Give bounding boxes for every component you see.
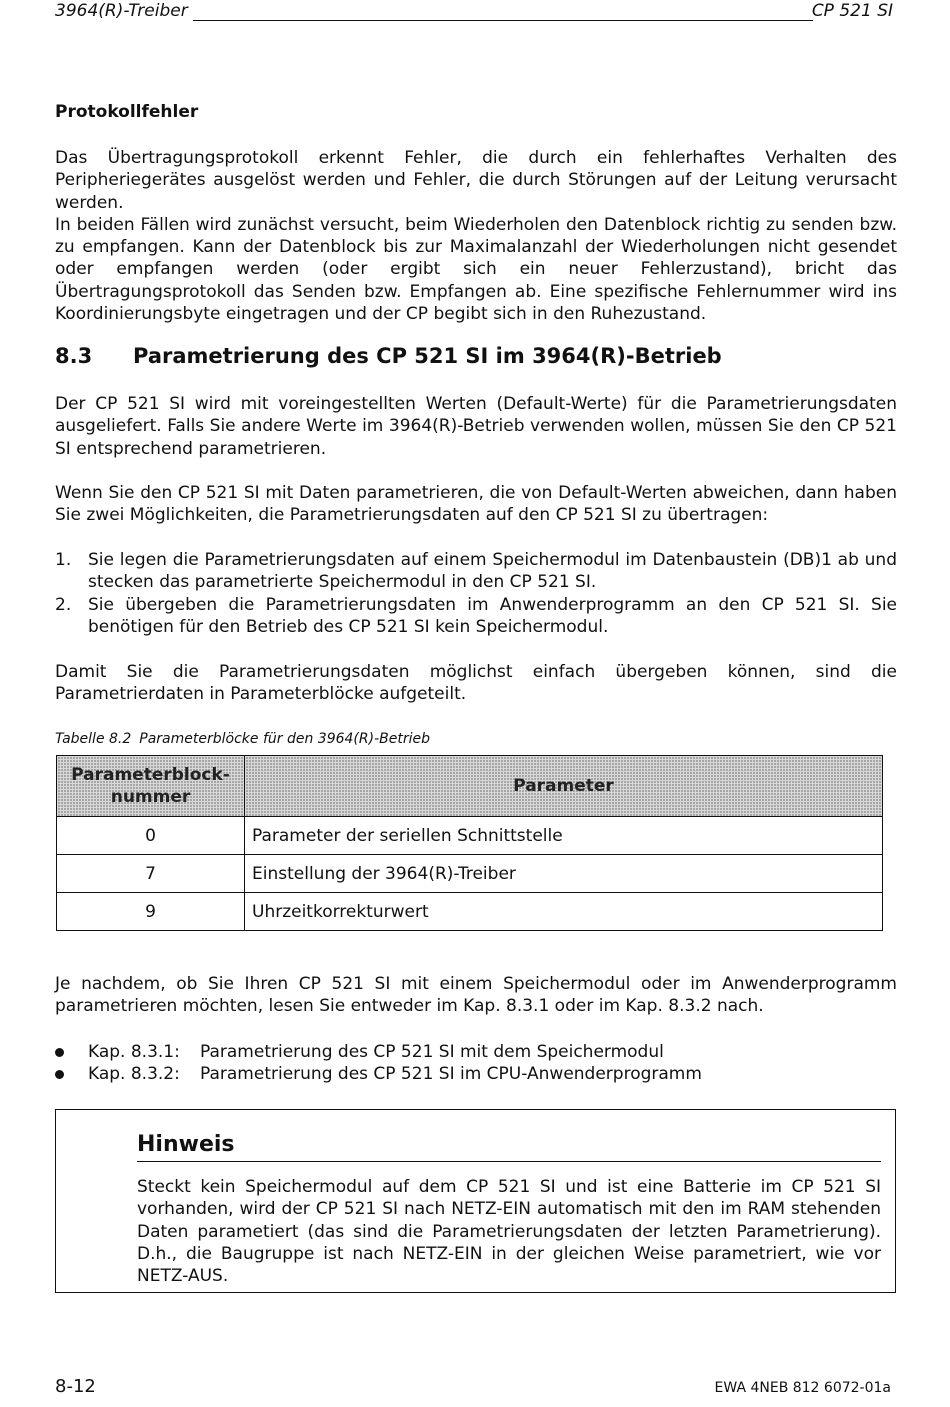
document-id: EWA 4NEB 812 6072-01a <box>714 1380 891 1396</box>
table-row <box>57 893 883 931</box>
note-title: Hinweis <box>137 1132 235 1157</box>
table-cell-parameter: Parameter der seriellen Schnittstelle <box>245 817 883 855</box>
table-cell-parameter: Uhrzeitkorrekturwert <box>245 893 883 931</box>
list-number: 1. <box>55 550 72 570</box>
list-number: 2. <box>55 595 72 615</box>
subsection-heading: Protokollfehler <box>55 102 199 122</box>
note-box <box>55 1109 896 1293</box>
parameter-block-table <box>56 755 883 931</box>
section-paragraph-3: Damit Sie die Parametrierungsdaten möglichst einfach übergeben können, sind die Parametrierdaten in Parameterblöcke aufgeteilt. <box>55 662 897 705</box>
table-cell-number: 7 <box>57 855 245 893</box>
list-text: Sie übergeben die Parametrierungsdaten im Anwenderprogramm an den CP 521 SI. Sie benötigen für den Betrieb des CP 521 SI kein Speichermodul. <box>88 595 897 638</box>
after-table-paragraph: Je nachdem, ob Sie Ihren CP 521 SI mit einem Speichermodul oder im Anwenderprogramm parametrieren möchten, lesen Sie entweder im Kap. 8.3.1 oder im Kap. 8.3.2 nach. <box>55 974 897 1017</box>
table-caption-label: Tabelle 8.2 <box>55 731 132 747</box>
page-number: 8-12 <box>55 1376 96 1397</box>
note-title-rule <box>137 1161 881 1162</box>
chapter-reference: Kap. 8.3.2: <box>88 1064 180 1084</box>
table-caption-text: Parameterblöcke für den 3964(R)-Betrieb <box>139 731 430 747</box>
table-cell-number: 0 <box>57 817 245 855</box>
header-rule <box>193 20 813 21</box>
table-header-row <box>57 756 883 817</box>
table-row <box>57 817 883 855</box>
section-paragraph-1: Der CP 521 SI wird mit voreingestellten Werten (Default-Werte) für die Parametrierungsdaten ausgeliefert. Falls Sie andere Werte im 3964(R)-Betrieb verwenden wollen, müssen Sie den CP 521 SI entsprechend parametrieren. <box>55 394 897 459</box>
chapter-description: Parametrierung des CP 521 SI im CPU-Anwenderprogramm <box>200 1064 702 1084</box>
section-paragraph-2: Wenn Sie den CP 521 SI mit Daten parametrieren, die von Default-Werten abweichen, dann haben Sie zwei Möglichkeiten, die Parametrierungsdaten auf den CP 521 SI zu übertragen: <box>55 483 897 526</box>
note-text: Steckt kein Speichermodul auf dem CP 521 SI und ist eine Batterie im CP 521 SI vorhanden, wird der CP 521 SI nach NETZ-EIN automatisch mit den im RAM stehenden Daten parametiert (das sind die Parametrierungsdaten der letzten Parametrierung). D.h., die Baugruppe ist nach NETZ-EIN in der gleichen Weise parametriert, wie vor NETZ-AUS. <box>137 1177 881 1287</box>
table-header-parameter: Parameter <box>245 756 883 817</box>
table-cell-parameter: Einstellung der 3964(R)-Treiber <box>245 855 883 893</box>
table-caption <box>55 731 430 747</box>
table-cell-number: 9 <box>57 893 245 931</box>
running-header-title: 3964(R)-Treiber <box>55 1 188 21</box>
protokoll-paragraph: Das Übertragungsprotokoll erkennt Fehler, die durch ein fehlerhaftes Verhalten des Peripheriegerätes ausgelöst werden und Fehler, die durch Störungen auf der Leitung verursacht werden. In beiden Fällen wird zunächst versucht, beim Wiederholen den Datenblock richtig zu senden bzw. zu empfangen. Kann der Datenblock bis zur Maximalanzahl der Wiederholungen nicht gesendet oder empfangen werden (oder ergibt sich ein neuer Fehlerzustand), bricht das Übertragungsprotokoll das Senden bzw. Empfangen ab. Eine spezifische Fehlernummer wird ins Koordinierungsbyte eingetragen und der CP begibt sich in den Ruhezustand. <box>55 148 897 325</box>
section-title: Parametrierung des CP 521 SI im 3964(R)-Betrieb <box>133 344 722 368</box>
running-header-product: CP 521 SI <box>811 1 893 21</box>
bullet-icon <box>55 1048 64 1057</box>
table-row <box>57 855 883 893</box>
section-number: 8.3 <box>55 344 93 368</box>
chapter-description: Parametrierung des CP 521 SI mit dem Speichermodul <box>200 1042 664 1062</box>
bullet-icon <box>55 1070 64 1079</box>
chapter-reference: Kap. 8.3.1: <box>88 1042 180 1062</box>
list-text: Sie legen die Parametrierungsdaten auf einem Speichermodul im Datenbaustein (DB)1 ab und stecken das parametrierte Speichermodul in den CP 521 SI. <box>88 550 897 593</box>
table-header-block-number: Parameterblock- nummer <box>57 756 245 817</box>
